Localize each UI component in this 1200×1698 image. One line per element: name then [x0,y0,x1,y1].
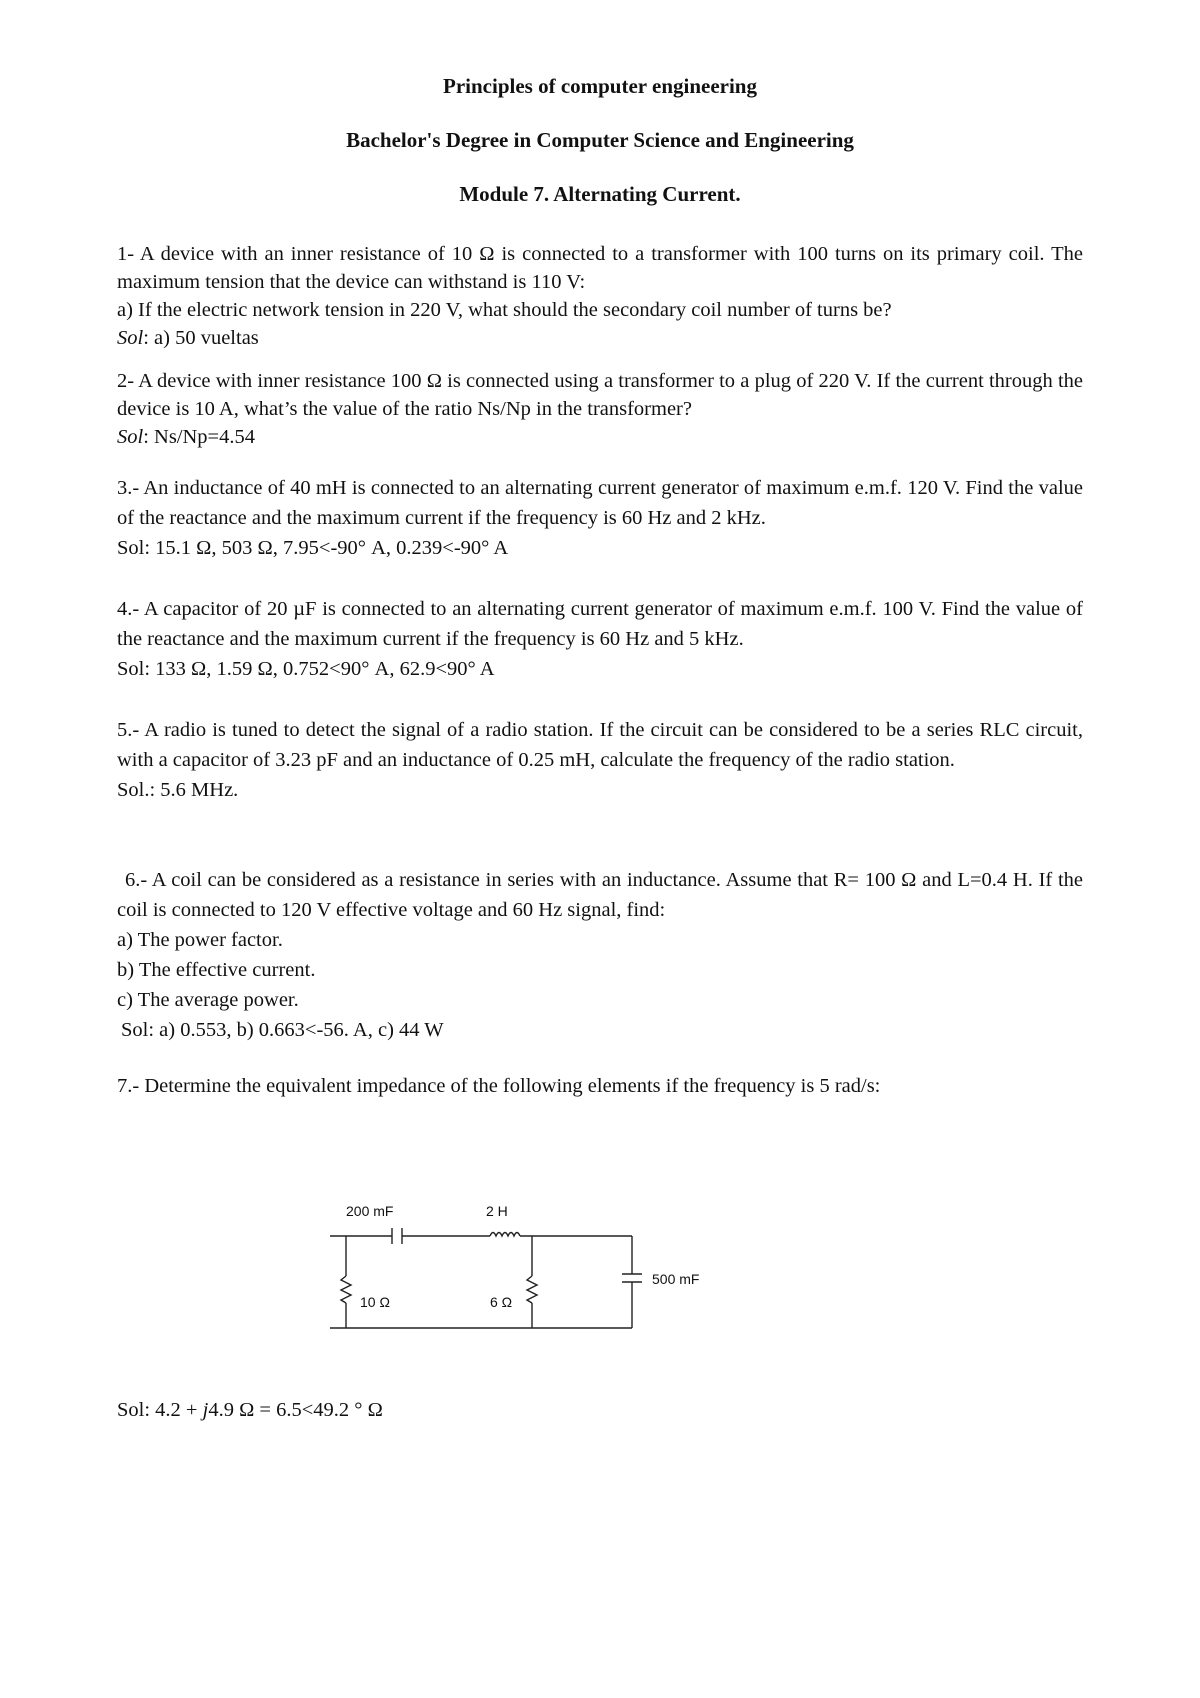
problem-3-solution: Sol: 15.1 Ω, 503 Ω, 7.95<-90° A, 0.239<-90° A [117,537,509,559]
problem-5-statement: 5.- A radio is tuned to detect the signal of a radio station. If the circuit can be considered to be a series RLC circuit, with a capacitor of 3.23 pF and an inductance of 0.25 mH, calculate the frequency of the radio station. [117,719,1083,771]
problem-1 [117,240,1083,352]
problem-7 [117,1072,1083,1100]
cap2-label: 500 mF [652,1271,700,1287]
problem-6-statement: 6.- A coil can be considered as a resistance in series with an inductance. Assume that R= 100 Ω and L=0.4 H. If the coil is connected to 120 V effective voltage and 60 Hz signal, find: [117,869,1083,921]
imaginary-unit: j [202,1399,209,1421]
problem-6-part-b: b) The effective current. [117,959,316,981]
circuit-diagram [330,1196,790,1356]
problem-5-solution: Sol.: 5.6 MHz. [117,779,239,801]
course-title: Principles of computer engineering [443,74,757,98]
solution-text: : Ns/Np=4.54 [143,426,255,448]
problem-2-solution [117,423,1083,451]
problem-3 [117,473,1083,563]
cap1-label: 200 mF [346,1203,394,1219]
problem-6-part-a: a) The power factor. [117,929,283,951]
problem-7-solution [117,1396,1083,1424]
inductor-coil [490,1233,520,1237]
solution-prefix: Sol: 4.2 + [117,1399,203,1421]
problem-4 [117,594,1083,684]
problem-6-solution: Sol: a) 0.553, b) 0.663<-56. A, c) 44 W [121,1019,444,1041]
problem-4-statement: 4.- A capacitor of 20 µF is connected to an alternating current generator of maximum e.m.f. 100 V. Find the value of the reactance and the maximum current if the frequency is 60 Hz and 5 kHz. [117,598,1083,650]
inductor-label: 2 H [486,1203,508,1219]
degree-title: Bachelor's Degree in Computer Science and Engineering [346,128,854,152]
solution-suffix: 4.9 Ω = 6.5<49.2 ° Ω [208,1399,383,1421]
r2-label: 6 Ω [490,1294,513,1310]
problem-1-statement: 1- A device with an inner resistance of 10 Ω is connected to a transformer with 100 turns on its primary coil. The maximum tension that the device can withstand is 110 V: [117,243,1083,293]
problem-5 [117,715,1083,805]
problem-1-solution [117,324,1083,352]
problem-2-statement: 2- A device with inner resistance 100 Ω is connected using a transformer to a plug of 220 V. If the current through the device is 10 A, what’s the value of the ratio Ns/Np in the transformer? [117,370,1083,420]
resistor-6-ohm [527,1276,537,1303]
solution-label: Sol [117,327,144,349]
problem-6-part-c: c) The average power. [117,989,299,1011]
problem-3-statement: 3.- An inductance of 40 mH is connected to an alternating current generator of maximum e.m.f. 120 V. Find the value of the reactance and the maximum current if the frequency is 60 Hz and 2 kHz. [117,477,1083,529]
problem-4-solution: Sol: 133 Ω, 1.59 Ω, 0.752<90° A, 62.9<90° A [117,658,495,680]
module-title: Module 7. Alternating Current. [459,182,741,206]
r1-label: 10 Ω [360,1294,390,1310]
solution-text: : a) 50 vueltas [143,327,259,349]
problem-1-question-a: a) If the electric network tension in 220 V, what should the secondary coil number of turns be? [117,299,892,321]
problem-6 [117,865,1083,1045]
resistor-10-ohm [341,1276,351,1303]
solution-label: Sol [117,426,144,448]
problem-2 [117,367,1083,451]
problem-7-statement: 7.- Determine the equivalent impedance of the following elements if the frequency is 5 rad/s: [117,1075,881,1097]
